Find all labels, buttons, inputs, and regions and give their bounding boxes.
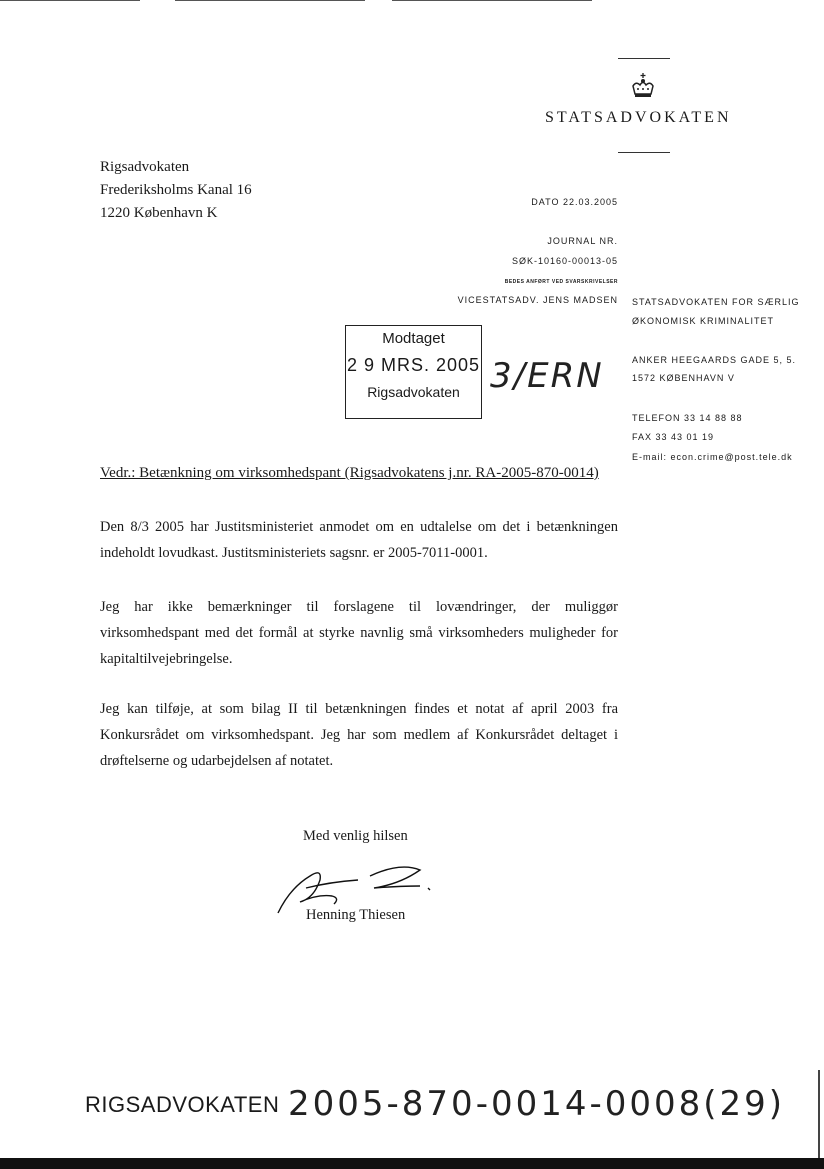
sender-office-line1: STATSADVOKATEN FOR SÆRLIG <box>632 297 800 307</box>
journal-number: SØK-10160-00013-05 <box>511 256 618 266</box>
journal-note: BEDES ANFØRT VED SVARSKRIVELSER <box>504 279 618 285</box>
scan-edge <box>818 1070 820 1158</box>
sender-office-line2: ØKONOMISK KRIMINALITET <box>632 316 775 326</box>
stamp-received-label: Modtaget <box>382 330 445 347</box>
scan-bottom-bar <box>0 1158 824 1169</box>
brand-rule-bottom <box>618 152 670 153</box>
body-paragraph-3: Jeg kan tilføje, at som bilag II til betænkningen findes et notat af april 2003 fra Konkursrådet om virksomhedspant. Jeg har som medlem af Konkursrådet deltaget i drøftelserne og udarbejdelsen af notatet. <box>100 701 618 769</box>
official-name: VICESTATSADV. JENS MADSEN <box>457 295 618 305</box>
scan-line <box>175 0 365 1</box>
journal-label: JOURNAL NR. <box>547 236 618 246</box>
brand-name: STATSADVOKATEN <box>545 109 732 126</box>
sender-city: 1572 KØBENHAVN V <box>632 373 735 383</box>
footer-handwritten-number: 2005-870-0014-0008(29) <box>288 1084 786 1124</box>
sender-fax: FAX 33 43 01 19 <box>632 432 715 442</box>
handwritten-note: 3/ERN <box>490 356 604 396</box>
addressee-street: Frederiksholms Kanal 16 <box>100 182 252 198</box>
sender-phone: TELEFON 33 14 88 88 <box>632 413 743 423</box>
brand-rule-top <box>618 58 670 59</box>
sender-email: E-mail: econ.crime@post.tele.dk <box>632 452 793 462</box>
addressee-city: 1220 København K <box>100 205 218 221</box>
closing-greeting: Med venlig hilsen <box>303 828 408 844</box>
crown-icon <box>628 72 658 102</box>
stamp-date: 2 9 MRS. 2005 <box>346 355 481 375</box>
scan-line <box>392 0 592 1</box>
body-paragraph-2: Jeg har ikke bemærkninger til forslagene til lovændringer, der muliggør virksomhedspant med det formål at styrke navnlig små virksomheders muligheder for kapitaltilvejebringelse. <box>100 599 618 667</box>
date: DATO 22.03.2005 <box>531 197 618 207</box>
addressee-name: Rigsadvokaten <box>100 159 190 175</box>
stamp-recipient: Rigsadvokaten <box>367 384 460 400</box>
scan-line <box>0 0 140 1</box>
signatory-name: Henning Thiesen <box>306 907 406 923</box>
subject-line: Vedr.: Betænkning om virksomhedspant (Rigsadvokatens j.nr. RA-2005-870-0014) <box>100 465 599 481</box>
sender-street: ANKER HEEGAARDS GADE 5, 5. <box>632 355 797 365</box>
body-paragraph-1: Den 8/3 2005 har Justitsministeriet anmodet om en udtalelse om det i betænkningen indeholdt lovudkast. Justitsministeriets sagsnr. er 2005-7011-0001. <box>100 519 618 561</box>
received-stamp <box>345 325 482 419</box>
footer-archive-label: RIGSADVOKATEN <box>85 1092 280 1117</box>
